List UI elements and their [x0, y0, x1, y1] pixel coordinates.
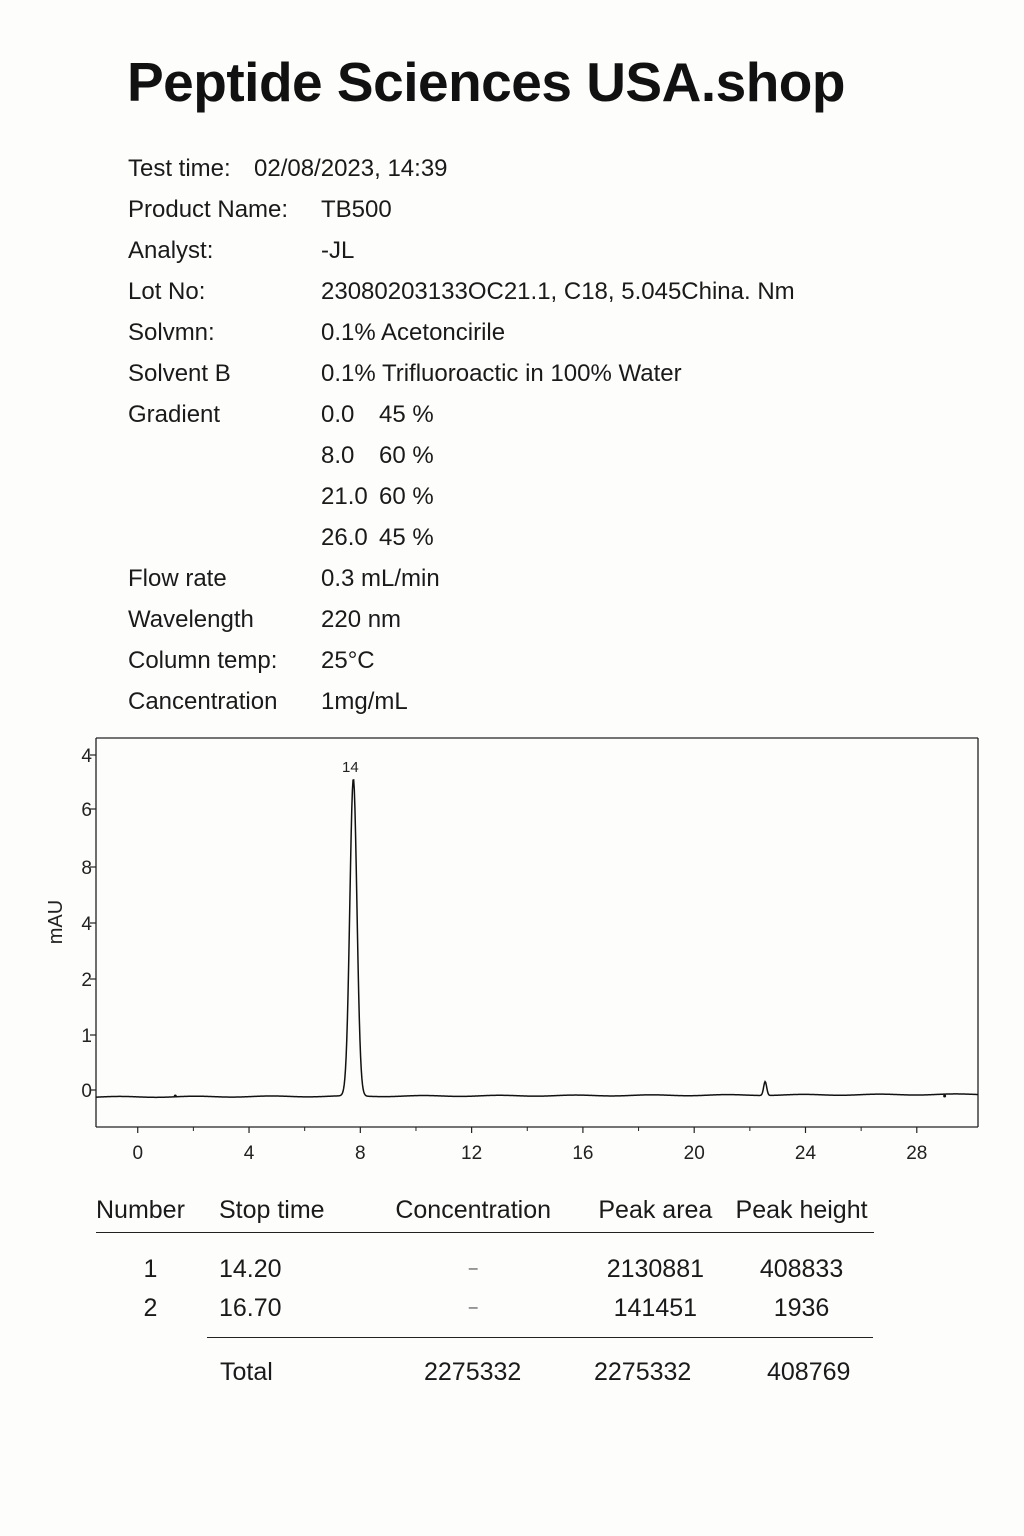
cell-peak-area: 141451	[613, 1293, 698, 1322]
gradient-step	[321, 394, 434, 435]
total-peak-height: 408769	[767, 1358, 851, 1386]
x-tick-label: 8	[355, 1143, 366, 1164]
meta-row	[128, 599, 1008, 640]
x-tick-label: 4	[243, 1143, 255, 1164]
brand-title: Peptide Sciences USA.shop	[127, 51, 845, 113]
meta-row	[128, 681, 1008, 722]
y-tick-label: 4	[81, 746, 92, 767]
y-tick-label: 0	[81, 1081, 92, 1102]
gradient-row	[128, 435, 1008, 476]
meta-label: Solvmn:	[128, 319, 215, 346]
column-header-number: Number	[96, 1195, 185, 1224]
gradient-percent: 60 %	[379, 442, 434, 469]
chromatogram-trace	[96, 780, 978, 1097]
meta-row	[128, 640, 1008, 681]
meta-row	[128, 558, 1008, 599]
gradient-row	[128, 476, 1008, 517]
total-concentration: 2275332	[424, 1358, 522, 1386]
y-tick-label: 4	[81, 914, 92, 935]
meta-label: Cancentration	[128, 688, 278, 715]
y-axis	[45, 746, 96, 1102]
total-row	[0, 1352, 1024, 1392]
column-header-peak-area: Peak area	[598, 1195, 713, 1224]
meta-row	[128, 312, 1008, 353]
meta-value: 02/08/2023, 14:39	[254, 155, 448, 182]
meta-value: TB500	[321, 196, 392, 223]
meta-row	[128, 353, 1008, 394]
meta-label: Flow rate	[128, 565, 227, 592]
peak-label: 14	[342, 759, 359, 776]
meta-value: 25°C	[321, 647, 375, 674]
baseline-mark	[943, 1095, 946, 1098]
meta-label: Wavelength	[128, 606, 254, 633]
cell-stop-time: 14.20	[218, 1254, 282, 1283]
gradient-time: 26.0	[321, 524, 368, 551]
cell-peak-height: 408833	[759, 1254, 844, 1283]
column-header-concentration: Concentration	[395, 1195, 551, 1224]
y-tick-label: 2	[81, 970, 92, 991]
test-info	[128, 148, 1008, 722]
table-row	[96, 1233, 874, 1290]
plot-frame	[96, 738, 978, 1127]
gradient-time: 21.0	[321, 483, 368, 510]
x-axis	[132, 1127, 927, 1164]
meta-value: 23080203133OC21.1, C18, 5.045China. Nm	[321, 278, 795, 305]
meta-label: Column temp:	[128, 647, 278, 674]
x-tick-label: 0	[132, 1143, 144, 1164]
gradient-step	[321, 517, 434, 558]
x-tick-label: 28	[906, 1143, 928, 1164]
y-tick-label: 1	[81, 1026, 92, 1047]
cell-concentration: –	[468, 1260, 478, 1277]
y-axis-label: mAU	[45, 899, 67, 945]
trace	[96, 780, 978, 1098]
chromatogram-chart	[0, 730, 1024, 1175]
cell-number: 1	[143, 1254, 158, 1283]
gradient-percent: 45 %	[379, 524, 434, 551]
cell-number: 2	[143, 1293, 158, 1322]
total-label: Total	[220, 1358, 273, 1386]
meta-label: Product Name:	[128, 196, 289, 223]
gradient-time: 8.0	[321, 442, 355, 469]
gradient-step	[321, 476, 434, 517]
y-tick-label: 6	[81, 800, 92, 821]
meta-row	[128, 189, 1008, 230]
table-header-row	[96, 1188, 874, 1233]
meta-row	[128, 230, 1008, 271]
meta-value: 0.1% Trifluoroactic in 100% Water	[321, 360, 682, 387]
x-tick-label: 20	[683, 1143, 705, 1164]
total-peak-area: 2275332	[594, 1358, 692, 1386]
y-tick-label: 8	[81, 858, 92, 879]
gradient-row	[128, 517, 1008, 558]
gradient-percent: 60 %	[379, 483, 434, 510]
meta-value: 0.1% Acetoncirile	[321, 319, 506, 346]
column-header-peak-height: Peak height	[735, 1195, 868, 1224]
meta-label: Lot No:	[128, 278, 206, 305]
total-divider	[207, 1337, 873, 1338]
gradient-time: 0.0	[321, 401, 355, 428]
peak-results-table	[96, 1188, 874, 1327]
x-tick-label: 16	[572, 1143, 594, 1164]
cell-peak-height: 1936	[773, 1293, 830, 1322]
meta-value: 220 nm	[321, 606, 402, 633]
column-header-stop-time: Stop time	[218, 1195, 325, 1224]
meta-value: -JL	[321, 237, 355, 264]
cell-peak-area: 2130881	[606, 1254, 705, 1283]
table-row	[96, 1289, 874, 1327]
meta-label: Solvent B	[128, 360, 231, 387]
x-tick-label: 12	[461, 1143, 483, 1164]
cell-stop-time: 16.70	[218, 1293, 282, 1322]
meta-label: Test time:	[128, 155, 231, 182]
meta-row-test-time	[128, 148, 1008, 189]
meta-label: Analyst:	[128, 237, 214, 264]
gradient-step	[321, 435, 434, 476]
meta-value: 0.3 mL/min	[321, 565, 440, 592]
meta-value: 1mg/mL	[321, 688, 408, 715]
gradient-label: Gradient	[128, 401, 221, 428]
x-tick-label: 24	[794, 1143, 817, 1164]
peak-labels	[342, 759, 359, 776]
meta-row	[128, 271, 1008, 312]
gradient-percent: 45 %	[379, 401, 434, 428]
baseline-mark	[174, 1095, 177, 1098]
gradient-row	[128, 394, 1008, 435]
cell-concentration: –	[468, 1299, 478, 1316]
